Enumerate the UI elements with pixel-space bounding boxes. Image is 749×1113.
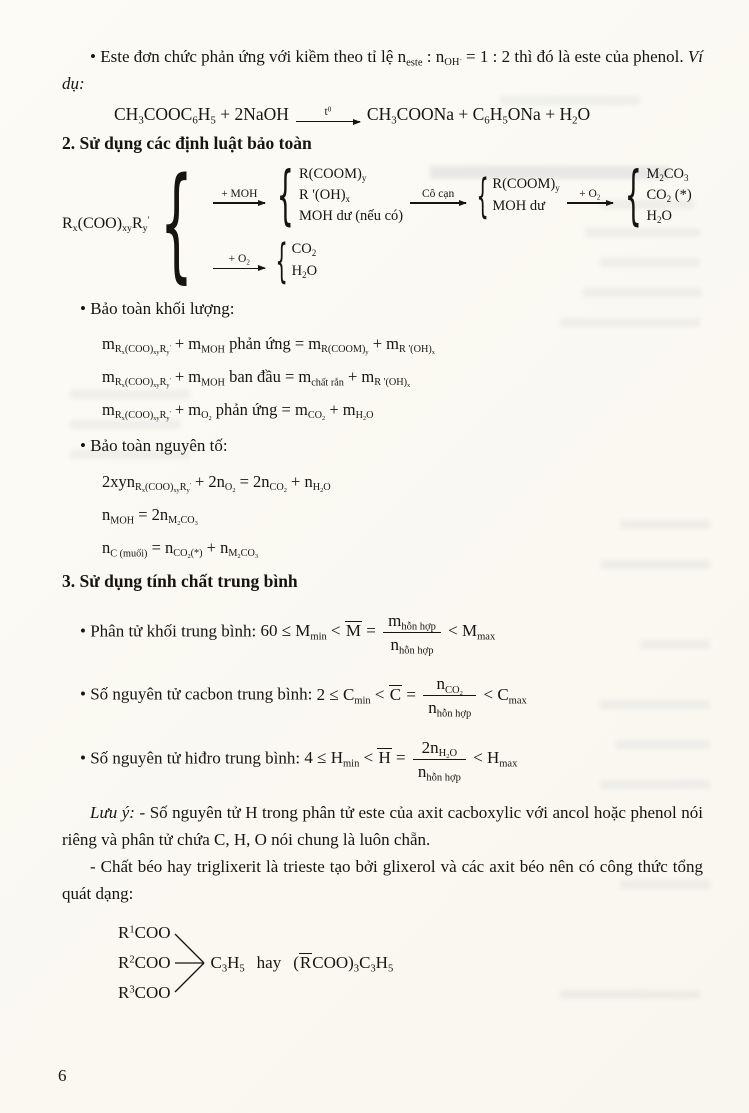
mass-formula-2: $m_{R_x(COO)_{xy}R_y'} + m_{MOH}$ ban đầu = $m_{chất rắn} + m_{R '(OH)_x}$: [102, 367, 411, 390]
o2-arrow-bottom: [213, 253, 265, 269]
brace-glyph: {: [160, 151, 194, 296]
moh-arrow: [213, 188, 265, 204]
reaction-arrow: [296, 106, 360, 122]
conservation-scheme: [62, 151, 703, 296]
group2-line1: $R(COOM)_y$: [492, 176, 560, 194]
brace-glyph: {: [275, 233, 289, 288]
glycerol-formula: $C_3H_5$: [210, 952, 245, 975]
scheme-branches: [206, 158, 692, 288]
hay-word: hay: [256, 952, 282, 972]
acyl-r2: $R^2COO$: [118, 952, 171, 972]
reaction-condition: $t^0$: [324, 105, 332, 119]
bullet-glyph: •: [80, 436, 86, 456]
average-molar-mass-label: Phân tử khối trung bình:: [90, 621, 261, 641]
mass-conservation-text: Bảo toàn khối lượng:: [90, 298, 235, 318]
group2-line2: MOH dư: [492, 197, 545, 214]
product-group-4: [292, 239, 317, 282]
element-formula-2: $n_{MOH} = 2n_{M_2CO_3}$: [102, 504, 198, 527]
cocan-arrow: [410, 188, 466, 204]
element-conservation-label: [62, 433, 703, 459]
brace-glyph: {: [277, 158, 295, 233]
average-hydrogen-formula: $4 \le H_{min} < H$ = $\frac{2n_{H_2O}}{n_{hỗn hợp}}$ < $H_{max}$: [304, 737, 518, 784]
bullet-glyph: •: [80, 684, 86, 704]
group3-line2: $CO_2$ (*): [646, 186, 692, 204]
arrow-line: [213, 268, 265, 269]
group4-line2: $H_2O$: [291, 262, 318, 280]
note-paragraph: [62, 800, 703, 854]
brace-glyph: {: [624, 158, 642, 233]
average-carbon-formula: $2 \le C_{min} < C$ = $\frac{n_{CO_2}}{n_{hỗn hợp}}$ < $C_{max}$: [316, 674, 527, 720]
group1-line3: MOH dư (nếu có): [299, 208, 404, 225]
chemical-equation: [62, 104, 703, 125]
product-group-3: [646, 164, 691, 228]
brace-glyph: {: [476, 168, 489, 223]
acyl-groups: [118, 918, 171, 1007]
mass-formula-3: $m_{R_x(COO)_{xy}R_y'} + m_{O_2}$ phản ứng = $m_{CO_2} + m_{H_2O}$: [102, 400, 374, 423]
element-formula-3: $n_{C (muối)} = n_{CO_2(*)} + n_{M_2CO_3}$: [102, 537, 258, 560]
scheme-root-formula: $R_x(COO)_{xy}R_y'$: [62, 214, 150, 234]
mass-conservation-label: [62, 296, 703, 322]
equation-lhs: $CH_3COOC_6H_5$ + 2NaOH: [114, 103, 289, 127]
acyl-r1: $R^1COO$: [118, 923, 171, 943]
bullet-glyph: •: [80, 621, 86, 641]
arrow-line: [296, 121, 360, 122]
condensed-formula: $(RCOO)_3C_3H_5$: [293, 952, 394, 975]
triglyceride-structure: [118, 918, 703, 1008]
arrow-line: [213, 202, 265, 203]
element-conservation-text: Bảo toàn nguyên tố:: [90, 436, 228, 456]
average-hydrogen-row: [62, 737, 703, 783]
product-group-2: [492, 174, 559, 217]
intro-paragraph: [62, 44, 703, 98]
fat-paragraph: - Chất béo hay triglixerit là trieste tạo bởi glixerol và các axit béo nên có công thức tổng quát dạng:: [62, 856, 703, 903]
element-formula-1: $2xyn_{R_x(COO)_{xy}R_y'} + 2n_{O_2} = 2n_{CO_2} + n_{H_2O}$: [102, 471, 331, 494]
group3-line3: $H_2O$: [646, 208, 672, 226]
arrow-line: [410, 202, 466, 203]
example-label: Ví dụ:: [62, 47, 703, 93]
average-molar-mass-formula: $60 \le M_{min} < M$ = $\frac{m_{hỗn hợp}}{n_{hỗn hợp}}$ < $M_{max}$: [260, 610, 496, 657]
average-carbon-label: Số nguyên tử cacbon trung bình:: [90, 684, 317, 704]
equation-rhs: $CH_3COONa + C_6H_5ONa + H_2O$: [366, 103, 591, 127]
note-label: Lưu ý:: [90, 803, 135, 823]
o2-arrow-top-label: + $O_2$: [579, 187, 601, 202]
section-2-heading: 2. Sử dụng các định luật bảo toàn: [62, 132, 312, 153]
bullet-glyph: •: [90, 47, 96, 66]
note-text: - Số nguyên tử H trong phân tử este của axit cacboxylic với ancol hoặc phenol nói riêng và phân tử chứa C, H, O nói chung là luôn chẵn.: [62, 803, 703, 850]
average-molar-mass-row: [62, 610, 703, 656]
product-group-1: [299, 164, 403, 228]
o2-arrow-bottom-label: + $O_2$: [228, 252, 250, 267]
group1-line1: $R(COOM)_y$: [299, 165, 367, 183]
bullet-glyph: •: [80, 748, 86, 768]
intro-text: Este đơn chức phản ứng với kiềm theo tỉ lệ $n_{este}$ : $n_{OH^-} = 1$ : 2 thì đó là este của phenol.: [100, 47, 688, 69]
section-3-heading: 3. Sử dụng tính chất trung bình: [62, 570, 298, 591]
scheme-branch-o2: [206, 233, 691, 288]
group4-line1: $CO_2$: [291, 241, 317, 259]
average-carbon-row: [62, 673, 703, 719]
acyl-r3: $R^3COO$: [118, 982, 171, 1002]
o2-arrow-top: [567, 188, 613, 204]
moh-arrow-label: + MOH: [221, 187, 258, 200]
group1-line2: R '$(OH)_x$: [299, 186, 351, 204]
bullet-glyph: •: [80, 298, 86, 318]
cocan-arrow-label: Cô cạn: [421, 187, 455, 200]
group3-line1: $M_2CO_3$: [646, 165, 689, 183]
scheme-branch-moh: [206, 158, 692, 233]
arrow-line: [567, 202, 613, 203]
glycerol-part: [211, 953, 394, 973]
average-hydrogen-label: Số nguyên tử hiđro trung bình:: [90, 748, 305, 768]
page-number: 6: [58, 1066, 67, 1085]
mass-formula-1: $m_{R_x(COO)_{xy}R_y'} + m_{MOH}$ phản ứng = $m_{R(COOM)_y} + m_{R '(OH)_x}$: [102, 334, 435, 357]
bond-lines: [173, 918, 209, 1008]
